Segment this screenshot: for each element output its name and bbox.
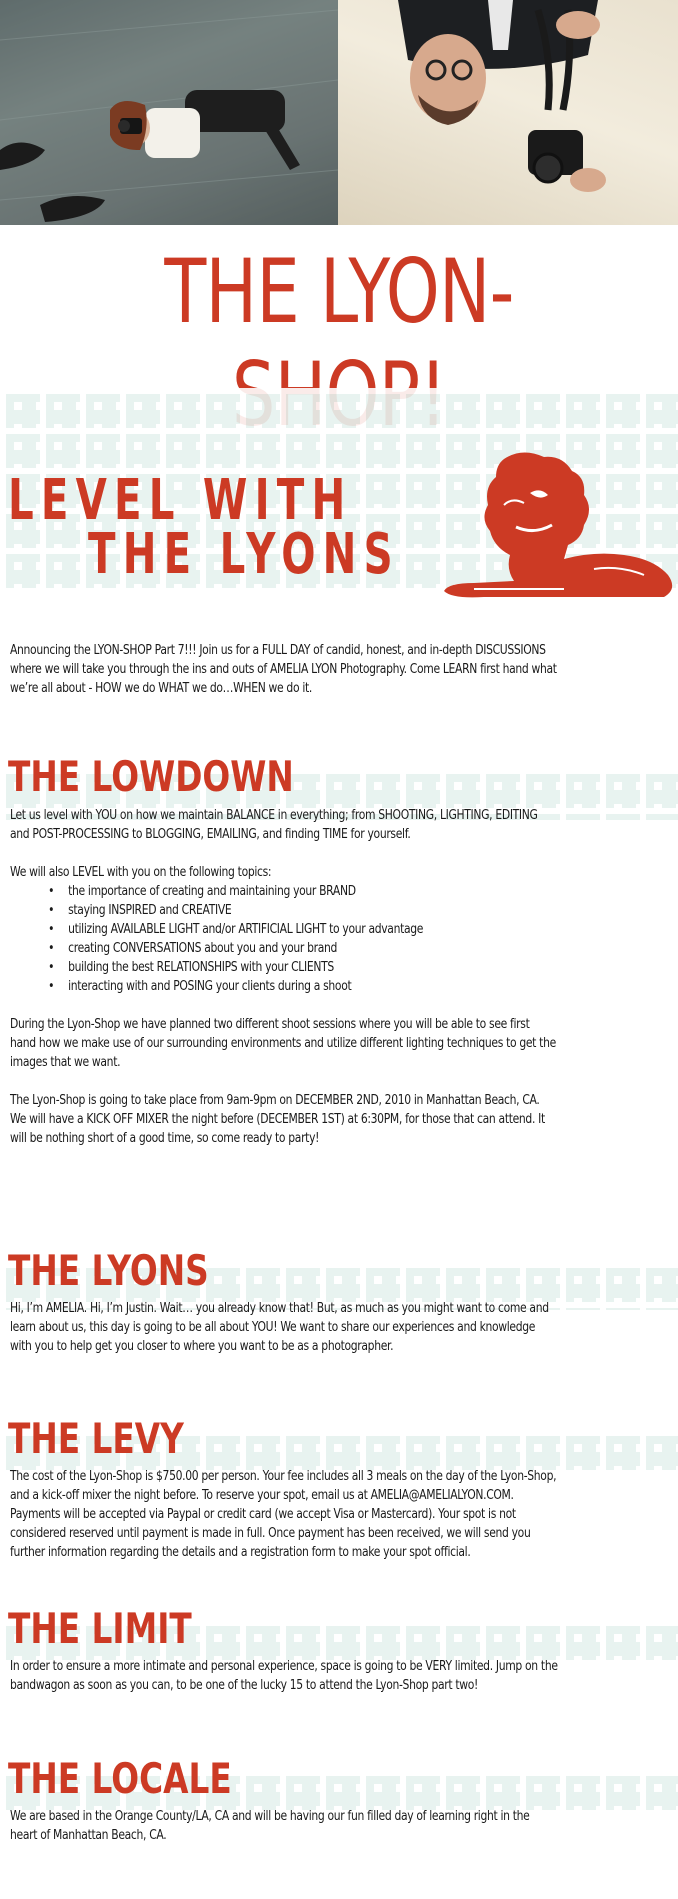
lowdown-paragraph-3: During the Lyon-Shop we have planned two different shoot sessions where you will be able to see first hand how we make use of our surrounding environments and utilize different lighting techniques to get the images that we want.	[10, 1017, 556, 1070]
lowdown-section	[10, 806, 558, 1148]
levy-paragraph: The cost of the Lyon-Shop is $750.00 per person. Your fee includes all 3 meals on the day of the Lyon-Shop, and a kick-off mixer the night before. To reserve your spot, email us at AMELIA@AMELIALYON.COM. Payments will be accepted via Paypal or credit card (we accept Visa or Mastercard). Your spot is not considered reserved until payment is made in full. Once payment has been received, we will send you further information regarding the details and a registration form to make your spot official.	[10, 1469, 557, 1560]
photographer-lying-illustration	[0, 0, 338, 225]
list-item: • staying INSPIRED and CREATIVE	[68, 901, 558, 920]
heading-lyons: THE LYONS	[8, 1246, 209, 1295]
lowdown-paragraph-2: We will also LEVEL with you on the following topics:	[10, 865, 272, 880]
heading-locale: THE LOCALE	[8, 1754, 232, 1803]
list-item: • the importance of creating and maintaining your BRAND	[68, 882, 558, 901]
list-item: • utilizing AVAILABLE LIGHT and/or ARTIFICIAL LIGHT to your advantage	[68, 920, 558, 939]
banner-line-1: LEVEL WITH	[8, 468, 353, 533]
lyons-section	[10, 1299, 558, 1356]
lion-icon	[444, 447, 678, 602]
heading-levy: THE LEVY	[8, 1414, 184, 1463]
lowdown-paragraph-5: We will have a KICK OFF MIXER the night before (DECEMBER 1ST) at 6:30PM, for those that can attend. It will be nothing short of a good time, so come ready to party!	[10, 1112, 545, 1146]
photo-photographer-lying	[0, 0, 338, 225]
list-item: • interacting with and POSING your clients during a shoot	[68, 977, 558, 996]
lowdown-paragraph-1: Let us level with YOU on how we maintain BALANCE in everything; from SHOOTING, LIGHTING, EDITING and POST-PROCESSING to BLOGGING, EMAILING, and finding TIME for yourself.	[10, 808, 538, 842]
header-photos	[0, 0, 678, 225]
limit-paragraph: In order to ensure a more intimate and personal experience, space is going to be VERY limited. Jump on the bandwagon as soon as you can, to be one of the lucky 15 to attend the Lyon-Shop part two!	[10, 1659, 558, 1693]
lyons-paragraph: Hi, I’m AMELIA. Hi, I’m Justin. Wait… you already know that! But, as much as you might want to come and learn about us, this day is going to be all about YOU! We want to share our experiences and knowledge with you to help get you closer to where you want to be as a photographer.	[10, 1301, 549, 1354]
levy-section	[10, 1467, 558, 1562]
heading-limit: THE LIMIT	[8, 1604, 192, 1653]
limit-section	[10, 1657, 558, 1695]
intro-text	[10, 641, 558, 698]
heading-lowdown: THE LOWDOWN	[8, 752, 294, 801]
locale-paragraph: We are based in the Orange County/LA, CA and will be having our fun filled day of learning right in the heart of Manhattan Beach, CA.	[10, 1809, 530, 1843]
topics-list	[10, 882, 558, 996]
lowdown-paragraph-4: The Lyon-Shop is going to take place from 9am-9pm on DECEMBER 2ND, 2010 in Manhattan Beach, CA.	[10, 1093, 540, 1108]
page-title: THE LYON-	[164, 240, 514, 343]
locale-section	[10, 1807, 558, 1845]
photographer-upside-down-illustration	[338, 0, 678, 225]
banner-line-2: THE LYONS	[88, 522, 400, 587]
photo-photographer-upside-down	[338, 0, 678, 225]
list-item: • building the best RELATIONSHIPS with your CLIENTS	[68, 958, 558, 977]
list-item: • creating CONVERSATIONS about you and your brand	[68, 939, 558, 958]
intro-paragraph: Announcing the LYON-SHOP Part 7!!! Join us for a FULL DAY of candid, honest, and in-depth DISCUSSIONS where we will take you through the ins and outs of AMELIA LYON Photography. Come LEARN first hand what we’re all about - HOW we do WHAT we do…WHEN we do it.	[10, 643, 557, 696]
